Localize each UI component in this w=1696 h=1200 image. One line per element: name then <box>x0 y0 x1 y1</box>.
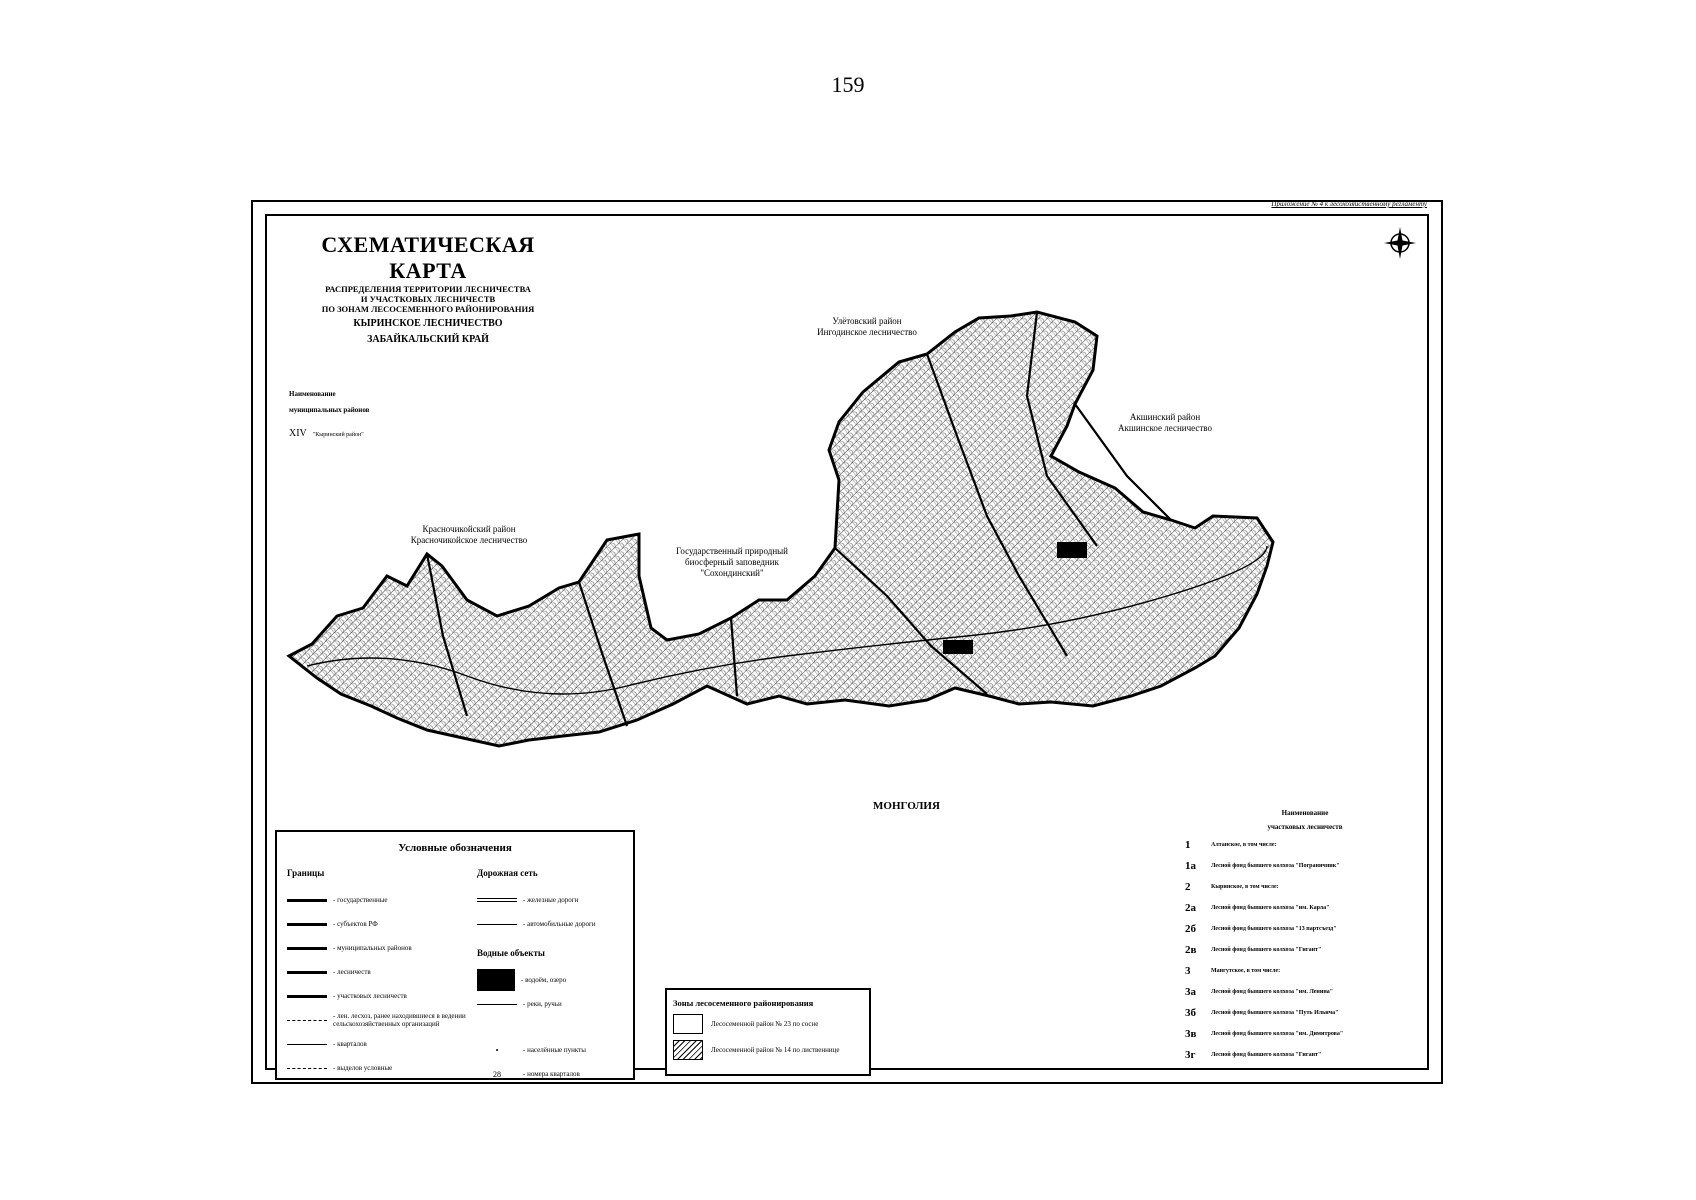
district-name: Лесной фонд бывшего колхоза "Гигант" <box>1211 946 1322 953</box>
compass-rose-icon <box>1383 226 1417 260</box>
municipal-districts <box>289 390 369 439</box>
neighbor-east <box>1095 412 1235 434</box>
legend-boundaries-header: Границы <box>287 868 325 878</box>
neighbor-east-district: Акшинский район <box>1129 412 1201 422</box>
legend-label: - участковых лесничеств <box>333 992 407 1000</box>
district-code: 3в <box>1185 1027 1197 1040</box>
municipal-row <box>289 428 369 439</box>
district-row <box>1185 981 1425 1002</box>
legend-label: - реки, ручьи <box>523 1000 562 1008</box>
legend-label: - кварталов <box>333 1040 367 1048</box>
neighbor-west-forestry: Красночикойское лесничество <box>410 535 528 545</box>
district-name: Кыринское, в том числе: <box>1211 883 1279 890</box>
seed-zone-label: Лесосеменной район № 23 по сосне <box>711 1020 819 1028</box>
seed-zone-row <box>673 1014 869 1034</box>
legend-label: - государственные <box>333 896 388 904</box>
reserve-line-2: биосферный заповедник <box>685 557 779 567</box>
map-subtitle-3: ПО ЗОНАМ ЛЕСОСЕМЕННОГО РАЙОНИРОВАНИЯ <box>321 304 535 314</box>
neighbor-west <box>389 524 549 546</box>
district-row <box>1185 855 1425 876</box>
legend-label: - субъектов РФ <box>333 920 378 928</box>
district-name: Лесной фонд бывшего колхоза "Пограничник" <box>1211 862 1340 869</box>
legend-item: 28 - номера кварталов <box>493 1069 580 1079</box>
legend-item <box>477 912 596 936</box>
title-block <box>283 232 573 346</box>
region-name: ЗАБАЙКАЛЬСКИЙ КРАЙ <box>367 334 489 345</box>
district-name: Лесной фонд бывшего колхоза "Гигант" <box>1211 1051 1322 1058</box>
legend-label: - номера кварталов <box>523 1070 580 1078</box>
neighbor-north-district: Улётовский район <box>832 316 902 326</box>
district-code: 1а <box>1185 859 1196 872</box>
forestry-name: КЫРИНСКОЕ ЛЕСНИЧЕСТВО <box>353 318 503 329</box>
legend-item <box>287 1008 487 1032</box>
district-code: 3г <box>1185 1048 1196 1061</box>
district-row <box>1185 939 1425 960</box>
map-subtitle-2: И УЧАСТКОВЫХ ЛЕСНИЧЕСТВ <box>360 294 496 304</box>
district-row <box>1185 876 1425 897</box>
district-row <box>1185 1044 1425 1065</box>
district-row <box>1185 918 1425 939</box>
legend <box>275 830 635 1080</box>
legend-label: - муниципальных районов <box>333 944 412 952</box>
district-row <box>1185 897 1425 918</box>
legend-item <box>477 968 596 992</box>
seed-zone-label: Лесосеменной район № 14 по лиственнице <box>711 1046 840 1054</box>
legend-item <box>477 992 596 1016</box>
appendix-note: Приложение № 4 к лесохозяйственному регламенту <box>1271 200 1427 208</box>
district-row <box>1185 960 1425 981</box>
reserve-label <box>657 546 807 579</box>
reserve-line-3: "Сохондинский" <box>700 568 764 578</box>
legend-label: - водоём, озеро <box>521 976 567 984</box>
seed-zone-row <box>673 1040 869 1060</box>
district-name: Алтанское, в том числе: <box>1211 841 1277 848</box>
district-code: 3 <box>1185 964 1191 977</box>
district-code: 2в <box>1185 943 1197 956</box>
map-frame <box>251 200 1443 1084</box>
legend-item <box>287 912 487 936</box>
municipal-header-1: Наименование <box>289 390 336 398</box>
legend-label: - населённые пункты <box>523 1046 586 1054</box>
municipal-name: "Кыринский район" <box>312 432 364 438</box>
legend-label: - лен. лесхоз, ранее находившиеся в ведении сельскохозяйственных организаций <box>333 1012 466 1028</box>
neighbor-north <box>787 316 947 338</box>
district-name: Лесной фонд бывшего колхоза "им. Ленина" <box>1211 988 1334 995</box>
district-name: Лесной фонд бывшего колхоза "13 партсъезд" <box>1211 925 1337 932</box>
district-list <box>1185 806 1425 1065</box>
legend-roads-header: Дорожная сеть <box>477 868 538 878</box>
legend-item <box>287 936 487 960</box>
district-code: 3а <box>1185 985 1196 998</box>
district-header-1: Наименование <box>1281 809 1329 817</box>
seed-zones-legend <box>665 988 871 1076</box>
municipal-code: XIV <box>289 428 307 439</box>
district-code: 2б <box>1185 922 1196 935</box>
neighbor-west-district: Красночикойский район <box>422 524 516 534</box>
legend-water-header: Водные объекты <box>477 948 545 958</box>
district-code: 1 <box>1185 838 1191 851</box>
district-code: 3б <box>1185 1006 1196 1019</box>
legend-label: - лесничеств <box>333 968 371 976</box>
legend-label: - автомобильные дороги <box>523 920 596 928</box>
legend-item <box>287 1056 487 1080</box>
district-name: Мангутское, в том числе: <box>1211 967 1281 974</box>
legend-item <box>287 960 487 984</box>
municipal-header-2: муниципальных районов <box>289 406 370 414</box>
district-name: Лесной фонд бывшего колхоза "Путь Ильича" <box>1211 1009 1339 1016</box>
reserve-line-1: Государственный природный <box>675 546 789 556</box>
map-inner-frame <box>265 214 1429 1079</box>
legend-label: - выделов условные <box>333 1064 393 1072</box>
neighbor-north-forestry: Ингодинское лесничество <box>817 327 917 337</box>
legend-item <box>287 1032 487 1056</box>
map-title: СХЕМАТИЧЕСКАЯ КАРТА <box>321 232 535 283</box>
legend-boundaries <box>287 868 487 1080</box>
district-name: Лесной фонд бывшего колхоза "им. Димитрова" <box>1211 1030 1344 1037</box>
legend-item <box>287 984 487 1008</box>
district-name: Лесной фонд бывшего колхоза "им. Карла" <box>1211 904 1330 911</box>
neighbor-south: МОНГОЛИЯ <box>873 800 940 812</box>
district-header-2: участковых лесничеств <box>1267 823 1343 831</box>
legend-title: Условные обозначения <box>398 842 512 854</box>
legend-item <box>287 888 487 912</box>
legend-item <box>477 888 596 912</box>
neighbor-east-forestry: Акшинское лесничество <box>1118 423 1212 433</box>
district-code: 2а <box>1185 901 1196 914</box>
district-row <box>1185 834 1425 855</box>
district-code: 2 <box>1185 880 1191 893</box>
map-subtitle-1: РАСПРЕДЕЛЕНИЯ ТЕРРИТОРИИ ЛЕСНИЧЕСТВА <box>325 284 531 294</box>
page-number: 159 <box>831 72 865 97</box>
district-row <box>1185 1002 1425 1023</box>
seed-zones-title: Зоны лесосеменного районирования <box>673 998 814 1008</box>
legend-item: • - населённые пункты <box>495 1045 586 1055</box>
district-row <box>1185 1023 1425 1044</box>
legend-roads <box>477 868 596 1086</box>
legend-label: - железные дороги <box>523 896 579 904</box>
